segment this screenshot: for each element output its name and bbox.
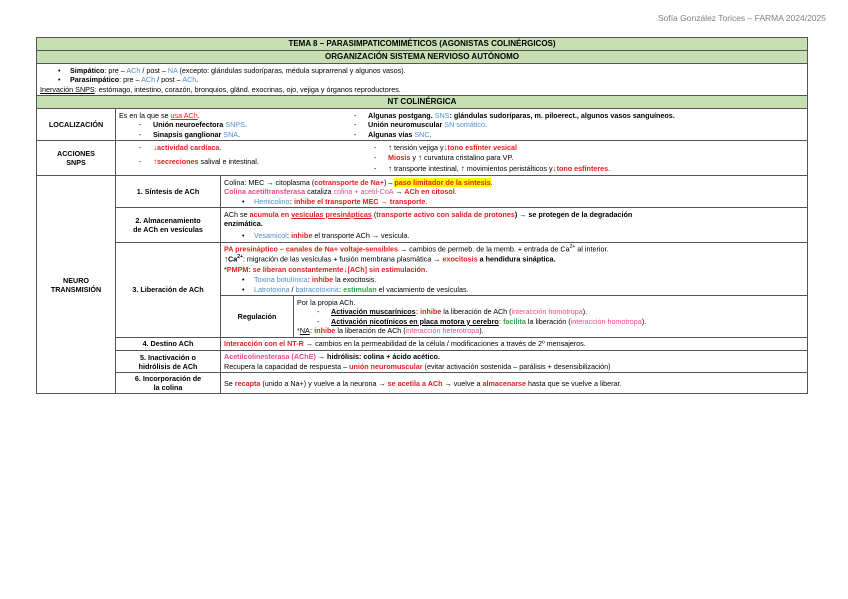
org-title: ORGANIZACIÓN SISTEMA NERVIOSO AUTÓNOMO [37, 51, 808, 64]
bullet-icon: • [58, 75, 61, 84]
arrow-up-icon: ↑ [388, 142, 392, 152]
acciones-content: - ↓actividad cardíaca. - ↑secreciones salival e intestinal. - ↑ tensión vejiga y↓tono esfínter vesical - Miosis y ↑ curvatura cristalino para VP. - ↑ transporte intestinal, ↑ movimientos peristálticos y↓tono esfínteres. [116, 141, 808, 176]
arrow-down-icon: ↓ [443, 142, 448, 152]
destino-content: Interacción con el NT-R → cambios en la permeabilidad de la célula / modificaciones a través de 2º mensajeros. [221, 337, 808, 350]
org-content [37, 64, 808, 96]
arrow-up-icon: ↑ [388, 163, 392, 173]
regulacion-content: Por la propia ACh. - Activación muscarínicos: inhibe la liberación de ACh (interacción homotropa). - Activación nicotínicos en placa motora y cerebro: facilita la liberación (interacción homotropa). *NA: inhibe la liberación de ACh (interacción heterotropa). [294, 296, 808, 338]
neurotransmision-label: NEURO TRANSMISIÓN [37, 176, 116, 394]
inactivacion-content: Acetilcolinesterasa (AChE) → hidrólisis: colina + ácido acético. Recupera la capacidad de respuesta – unión neuromuscular (evitar activación sostenida – parálisis + desensibilización) [221, 350, 808, 373]
doc-title: TEMA 8 – PARASIMPATICOMIMÉTICOS (AGONISTAS COLINÉRGICOS) [37, 38, 808, 51]
sintesis-content: Colina: MEC → citoplasma (cotransporte de Na+) – paso limitador de la síntesis. Colina acetiltransferasa cataliza colina + acetil-CoA → ACh en citosol. • Hemicolino: inhibe el transporte MEC → transporte. [221, 176, 808, 208]
arrow-up-icon: ↑ [460, 163, 465, 173]
bullet-icon: • [242, 196, 245, 206]
inervacion-line: Inervación SNPS: estómago, intestino, corazón, bronquios, gländ. exocrinas, ojo, vejiga y órganos reproductores. [40, 84, 401, 94]
nt-title: NT COLINÉRGICA [37, 96, 808, 109]
bullet-icon: • [242, 275, 245, 285]
simpatico-line: • Simpático: pre – ACh / post – NA (excepto: glándulas sudoríparas, médula suprarrenal y algunos vasos). [58, 65, 406, 75]
arrow-up-icon: ↑ [417, 153, 422, 162]
almacenamiento-content: ACh se acumula en vesículas presinápticas (transporte activo con salida de protones) → se protegen de la degradación enzimática. • Vesamicol: inhibe el transporte ACh → vesícula. [221, 208, 808, 243]
bullet-icon: • [242, 231, 245, 240]
acciones-label: ACCIONES SNPS [37, 141, 116, 176]
liberacion-content: PA presináptico – canales de Na+ voltaje-sensibles → cambios de permeb. de la memb. + entrada de $Ca^{2+}$ al interior. $↑Ca^{2+}$: migración de las vesículas + fusión membrana plasmática → exocitosis a hendidura sináptica. *PMPM: se liberan constantemente↓[ACh] sin estimulación. • Toxina botulínica: inhibe la exocitosis. • Latrotoxina / batracotoxina: estimulan el vaciamiento de vesículas. [221, 242, 808, 296]
summary-table [36, 37, 808, 394]
localizacion-label: LOCALIZACIÓN [37, 109, 116, 141]
parasimpatico-line: • Parasimpático: pre – ACh / post – ACh. [58, 75, 199, 84]
arrow-down-icon: ↓ [153, 142, 157, 152]
header-author-course: Sofía González Torices – FARMA 2024/2025 [657, 13, 826, 23]
almacenamiento-label: 2. Almacenamiento de ACh en vesículas [116, 208, 221, 243]
inactivacion-label: 5. Inactivación o hidrólisis de ACh [116, 350, 221, 373]
localizacion-content: Es en la que se usa ACh. - Unión neuroefectora SNPS. - Sinapsis ganglionar SNA. - Algunas postgang. SNS: glándulas sudoríparas, m. piloerect., algunos vasos sanguíneos. - Unión neuromuscular SN somático. - Algunas vías SNC. [116, 109, 808, 141]
liberacion-label: 3. Liberación de ACh [116, 242, 221, 337]
bullet-icon: • [242, 284, 245, 294]
arrow-up-icon: ↑ [153, 156, 157, 166]
bullet-icon: • [58, 65, 61, 75]
arrow-down-icon: ↓ [343, 264, 348, 274]
arrow-up-icon: ↑ [224, 254, 228, 264]
destino-label: 4. Destino ACh [116, 337, 221, 350]
incorporacion-label: 6. Incorporación de la colina [116, 373, 221, 394]
incorporacion-content: Se recapta (unido a Na+) y vuelve a la neurona → se acetila a ACh → vuelve a almacenarse hasta que se vuelve a liberar. [221, 373, 808, 394]
sintesis-label: 1. Síntesis de ACh [116, 176, 221, 208]
arrow-down-icon: ↓ [552, 163, 557, 173]
regulacion-label: Regulación [221, 296, 294, 338]
